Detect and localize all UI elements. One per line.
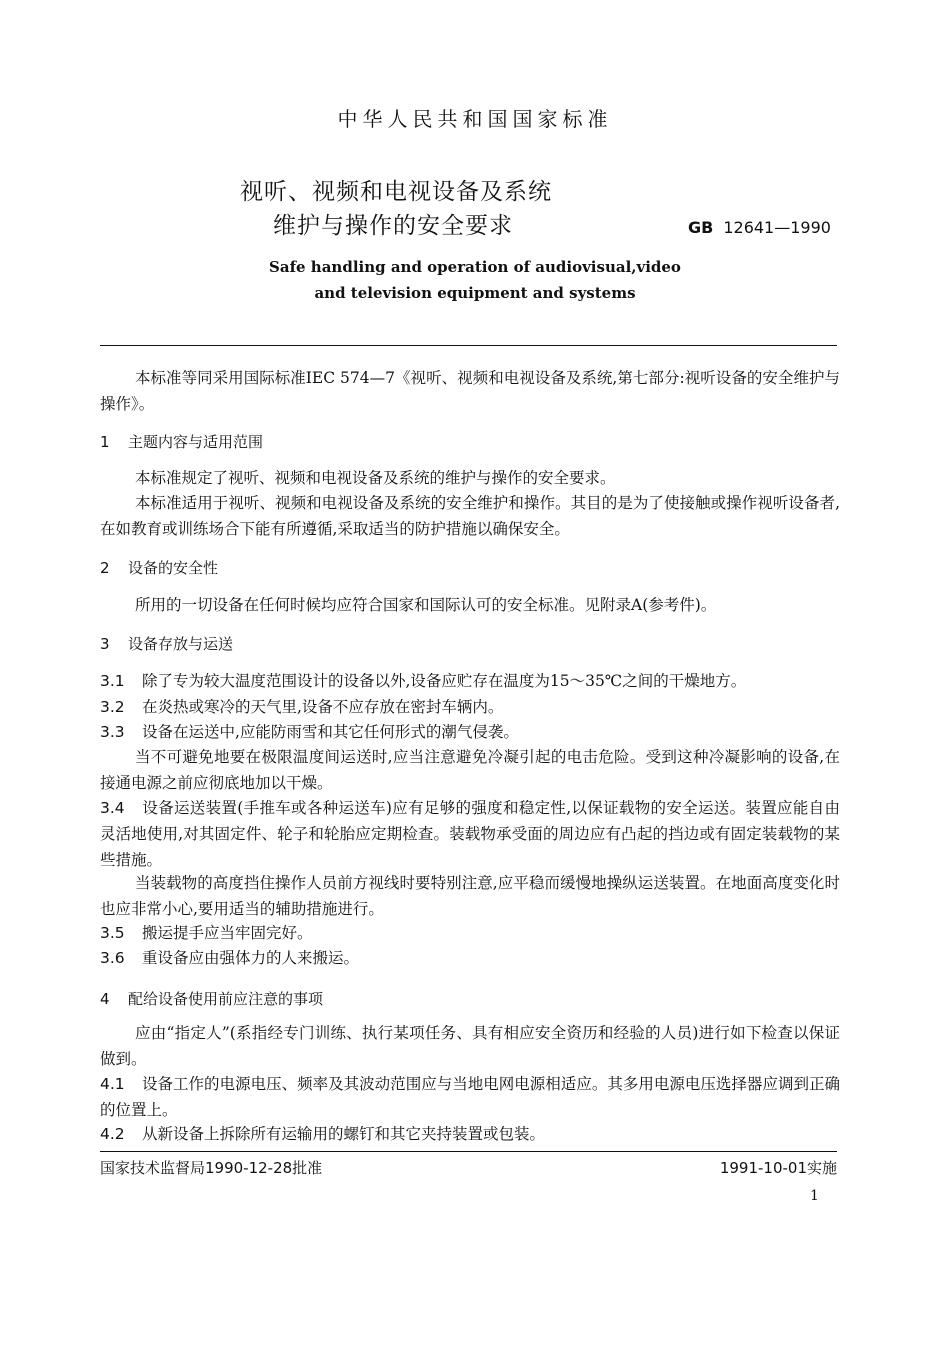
- standard-number: [688, 218, 831, 237]
- clause-3-6: 3.6 重设备应由强体力的人来搬运。: [100, 945, 840, 971]
- intro-paragraph: 本标准等同采用国际标准IEC 574—7《视听、视频和电视设备及系统,第七部分:视听设备的安全维护与操作》。: [100, 369, 840, 413]
- approval-date: 国家技术监督局1990-12-28批准: [100, 1159, 323, 1177]
- standard-prefix: GB: [688, 218, 714, 237]
- clause-number: 4.1: [100, 1075, 125, 1093]
- section-1-para-1: 本标准规定了视听、视频和电视设备及系统的维护与操作的安全要求。: [135, 469, 616, 487]
- header-divider: [100, 345, 837, 346]
- clause-4-2: 4.2 从新设备上拆除所有运输用的螺钉和其它夹持装置或包装。: [100, 1121, 840, 1147]
- clause-number: 3.1: [100, 672, 125, 690]
- clause-number: 3.4: [100, 799, 125, 817]
- clause-3-1: 3.1 除了专为较大温度范围设计的设备以外,设备应贮存在温度为15～35℃之间的干燥地方。: [100, 668, 840, 694]
- title-line-1: 视听、视频和电视设备及系统: [240, 179, 552, 205]
- section-3-heading: 3 设备存放与运送: [100, 635, 234, 653]
- clause-3-2: 3.2 在炎热或寒冷的天气里,设备不应存放在密封车辆内。: [100, 694, 840, 720]
- clause-3-3: 3.3 设备在运送中,应能防雨雪和其它任何形式的潮气侵袭。: [100, 719, 840, 745]
- english-title-line-1: Safe handling and operation of audiovisual,video: [269, 258, 681, 276]
- clause-4-1: 4.1 设备工作的电源电压、频率及其波动范围应与当地电网电源相适应。其多用电源电压选择器应调到正确的位置上。: [100, 1071, 840, 1123]
- clause-number: 3.2: [100, 698, 125, 716]
- clause-number: 4.2: [100, 1125, 125, 1143]
- footer-divider: [100, 1151, 837, 1152]
- section-1-heading: 1 主题内容与适用范围: [100, 433, 264, 451]
- section-2-heading: 2 设备的安全性: [100, 559, 219, 577]
- issuing-body-line: 中华人民共和国国家标准: [337, 107, 613, 131]
- effective-date: 1991-10-01实施: [719, 1159, 837, 1177]
- clause-3-4: 3.4 设备运送装置(手推车或各种运送车)应有足够的强度和稳定性,以保证载物的安全运送。装置应能自由灵活地使用,对其固定件、轮子和轮胎应定期检查。装载物承受面的周边应有凸起的挡边或有固定装载物的某些措施。: [100, 795, 840, 873]
- clause-number: 3.6: [100, 949, 125, 967]
- section-4-heading: 4 配给设备使用前应注意的事项: [100, 990, 324, 1008]
- english-title-line-2: and television equipment and systems: [314, 284, 636, 302]
- section-4-para-1: 应由“指定人”(系指经专门训练、执行某项任务、具有相应安全资历和经验的人员)进行如下检查以保证做到。: [100, 1024, 840, 1068]
- standard-code: 12641—1990: [723, 218, 831, 237]
- section-2-para-1: 所用的一切设备在任何时候均应符合国家和国际认可的安全标准。见附录A(参考件)。: [135, 596, 717, 614]
- clause-3-3-para: 当不可避免地要在极限温度间运送时,应当注意避免冷凝引起的电击危险。受到这种冷凝影响的设备,在接通电源之前应彻底地加以干燥。: [100, 748, 840, 792]
- title-line-2: 维护与操作的安全要求: [273, 213, 513, 239]
- clause-3-4-para: 当装载物的高度挡住操作人员前方视线时要特别注意,应平稳而缓慢地操纵运送装置。在地面高度变化时也应非常小心,要用适当的辅助措施进行。: [100, 874, 840, 918]
- section-1-para-2: 本标准适用于视听、视频和电视设备及系统的安全维护和操作。其目的是为了使接触或操作视听设备者,在如教育或训练场合下能有所遵循,采取适当的防护措施以确保安全。: [100, 494, 840, 538]
- page-number: 1: [810, 1188, 819, 1204]
- clause-3-5: 3.5 搬运提手应当牢固完好。: [100, 920, 840, 946]
- clause-number: 3.3: [100, 723, 125, 741]
- clause-number: 3.5: [100, 924, 125, 942]
